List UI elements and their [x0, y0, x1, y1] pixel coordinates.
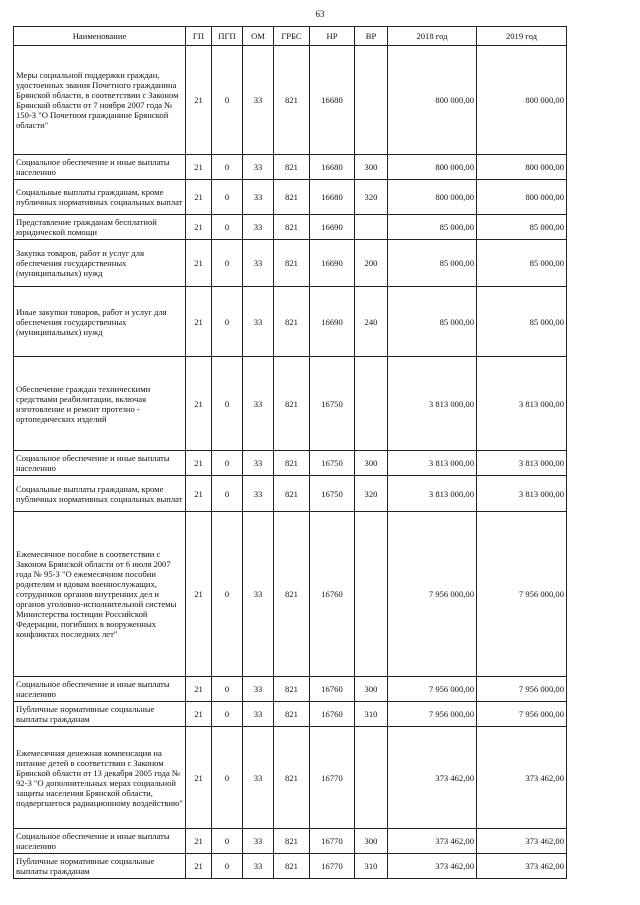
row-amount-2019: 373 462,00 [477, 727, 567, 829]
row-name: Социальные выплаты гражданам, кроме публичных нормативных социальных выплат [14, 476, 186, 512]
row-np: 16760 [310, 702, 355, 727]
row-np: 16770 [310, 829, 355, 854]
row-amount-2019: 85 000,00 [477, 240, 567, 287]
row-gp: 21 [186, 287, 212, 357]
row-gp: 21 [186, 476, 212, 512]
row-gp: 21 [186, 829, 212, 854]
row-om: 33 [243, 357, 274, 451]
row-om: 33 [243, 180, 274, 215]
row-amount-2018: 800 000,00 [388, 46, 477, 155]
row-vr: 200 [355, 240, 388, 287]
row-amount-2019: 800 000,00 [477, 46, 567, 155]
row-gp: 21 [186, 512, 212, 677]
row-amount-2018: 85 000,00 [388, 240, 477, 287]
row-name: Социальное обеспечение и иные выплаты населению [14, 155, 186, 180]
header-om: ОМ [243, 27, 274, 46]
header-name: Наименование [14, 27, 186, 46]
row-amount-2019: 3 813 000,00 [477, 476, 567, 512]
header-np: НР [310, 27, 355, 46]
row-gp: 21 [186, 215, 212, 240]
row-gp: 21 [186, 451, 212, 476]
row-om: 33 [243, 512, 274, 677]
header-2019: 2019 год [477, 27, 567, 46]
row-om: 33 [243, 727, 274, 829]
row-vr: 310 [355, 854, 388, 879]
row-amount-2018: 373 462,00 [388, 829, 477, 854]
table-row [14, 854, 567, 879]
row-vr: 300 [355, 451, 388, 476]
row-amount-2018: 7 956 000,00 [388, 702, 477, 727]
row-pgp: 0 [212, 46, 243, 155]
table-row [14, 451, 567, 476]
row-name: Меры социальной поддержки граждан, удостоенных звания Почетного гражданина Брянской области, в соответствии с Законом Брянской области от 7 ноября 2007 года № 150-З "О Почетном гражданине Брянской области" [14, 46, 186, 155]
row-gp: 21 [186, 702, 212, 727]
table-row [14, 180, 567, 215]
table-row [14, 512, 567, 677]
row-name: Обеспечение граждан техническими средствами реабилитации, включая изготовление и ремонт протезно - ортопедических изделий [14, 357, 186, 451]
row-name: Ежемесячная денежная компенсация на питание детей в соответствии с Законом Брянской области от 13 декабря 2005 года № 92-З "О дополнительных мерах социальной защиты населения Брянской области, подвергшегося радиационному воздействию" [14, 727, 186, 829]
row-amount-2019: 7 956 000,00 [477, 512, 567, 677]
row-vr: 240 [355, 287, 388, 357]
row-gp: 21 [186, 180, 212, 215]
row-np: 16770 [310, 854, 355, 879]
row-pgp: 0 [212, 287, 243, 357]
row-amount-2018: 3 813 000,00 [388, 476, 477, 512]
row-om: 33 [243, 451, 274, 476]
table-row [14, 702, 567, 727]
row-name: Социальное обеспечение и иные выплаты населению [14, 677, 186, 702]
row-pgp: 0 [212, 829, 243, 854]
row-amount-2018: 85 000,00 [388, 287, 477, 357]
row-amount-2019: 800 000,00 [477, 155, 567, 180]
row-name: Социальные выплаты гражданам, кроме публичных нормативных социальных выплат [14, 180, 186, 215]
row-om: 33 [243, 46, 274, 155]
row-grbs: 821 [274, 451, 310, 476]
row-gp: 21 [186, 240, 212, 287]
table-row [14, 155, 567, 180]
row-amount-2018: 7 956 000,00 [388, 677, 477, 702]
header-vr: ВР [355, 27, 388, 46]
row-amount-2018: 800 000,00 [388, 155, 477, 180]
row-grbs: 821 [274, 829, 310, 854]
row-pgp: 0 [212, 727, 243, 829]
row-name: Публичные нормативные социальные выплаты гражданам [14, 702, 186, 727]
header-gp: ГП [186, 27, 212, 46]
table-row [14, 287, 567, 357]
row-amount-2019: 373 462,00 [477, 854, 567, 879]
row-amount-2019: 85 000,00 [477, 287, 567, 357]
row-amount-2019: 85 000,00 [477, 215, 567, 240]
row-pgp: 0 [212, 854, 243, 879]
row-vr [355, 215, 388, 240]
row-grbs: 821 [274, 677, 310, 702]
row-om: 33 [243, 155, 274, 180]
row-amount-2019: 7 956 000,00 [477, 702, 567, 727]
row-grbs: 821 [274, 357, 310, 451]
row-np: 16680 [310, 155, 355, 180]
header-grbs: ГРБС [274, 27, 310, 46]
row-om: 33 [243, 215, 274, 240]
row-grbs: 821 [274, 46, 310, 155]
row-pgp: 0 [212, 215, 243, 240]
row-amount-2019: 373 462,00 [477, 829, 567, 854]
table-row [14, 240, 567, 287]
table-body [14, 46, 567, 879]
row-pgp: 0 [212, 476, 243, 512]
row-np: 16760 [310, 677, 355, 702]
row-gp: 21 [186, 727, 212, 829]
row-om: 33 [243, 854, 274, 879]
row-grbs: 821 [274, 476, 310, 512]
row-pgp: 0 [212, 451, 243, 476]
table-header-row [14, 27, 567, 46]
row-amount-2019: 7 956 000,00 [477, 677, 567, 702]
row-grbs: 821 [274, 287, 310, 357]
table-row [14, 215, 567, 240]
header-2018: 2018 год [388, 27, 477, 46]
row-name: Социальное обеспечение и иные выплаты населению [14, 829, 186, 854]
row-grbs: 821 [274, 180, 310, 215]
row-np: 16690 [310, 240, 355, 287]
row-amount-2018: 373 462,00 [388, 854, 477, 879]
row-name: Закупка товаров, работ и услуг для обеспечения государственных (муниципальных) нужд [14, 240, 186, 287]
row-np: 16750 [310, 451, 355, 476]
budget-table [13, 26, 567, 879]
row-vr: 320 [355, 476, 388, 512]
row-om: 33 [243, 677, 274, 702]
row-grbs: 821 [274, 727, 310, 829]
row-np: 16690 [310, 287, 355, 357]
row-amount-2018: 7 956 000,00 [388, 512, 477, 677]
row-grbs: 821 [274, 702, 310, 727]
row-pgp: 0 [212, 357, 243, 451]
row-np: 16750 [310, 476, 355, 512]
table-row [14, 476, 567, 512]
row-name: Представление гражданам бесплатной юридической помощи [14, 215, 186, 240]
row-np: 16680 [310, 180, 355, 215]
row-gp: 21 [186, 677, 212, 702]
table-row [14, 357, 567, 451]
table-row [14, 46, 567, 155]
row-amount-2019: 3 813 000,00 [477, 451, 567, 476]
row-vr: 300 [355, 155, 388, 180]
row-vr: 300 [355, 829, 388, 854]
row-pgp: 0 [212, 180, 243, 215]
row-name: Ежемесячное пособие в соответствии с Законом Брянской области от 6 июля 2007 года № 95-З "О ежемесячном пособии родителям и вдовам военнослужащих, сотрудников органов внутренних дел и органов уголовно-исполнительной системы Министерства юстиции Российской Федерации, погибших в вооруженных конфликтах последних лет" [14, 512, 186, 677]
row-np: 16770 [310, 727, 355, 829]
row-grbs: 821 [274, 854, 310, 879]
row-vr [355, 357, 388, 451]
row-vr: 320 [355, 180, 388, 215]
row-pgp: 0 [212, 702, 243, 727]
row-om: 33 [243, 240, 274, 287]
row-grbs: 821 [274, 155, 310, 180]
row-name: Социальное обеспечение и иные выплаты населению [14, 451, 186, 476]
row-amount-2019: 800 000,00 [477, 180, 567, 215]
row-pgp: 0 [212, 512, 243, 677]
row-np: 16750 [310, 357, 355, 451]
row-om: 33 [243, 476, 274, 512]
row-amount-2018: 85 000,00 [388, 215, 477, 240]
row-np: 16690 [310, 215, 355, 240]
row-gp: 21 [186, 46, 212, 155]
row-np: 16680 [310, 46, 355, 155]
table-row [14, 829, 567, 854]
row-pgp: 0 [212, 677, 243, 702]
row-name: Иные закупки товаров, работ и услуг для обеспечения государственных (муниципальных) нужд [14, 287, 186, 357]
table-row [14, 727, 567, 829]
row-amount-2018: 3 813 000,00 [388, 451, 477, 476]
row-grbs: 821 [274, 240, 310, 287]
row-grbs: 821 [274, 512, 310, 677]
header-pgp: ПГП [212, 27, 243, 46]
page-number: 63 [315, 9, 325, 19]
row-vr [355, 727, 388, 829]
table-row [14, 677, 567, 702]
row-amount-2019: 3 813 000,00 [477, 357, 567, 451]
row-name: Публичные нормативные социальные выплаты гражданам [14, 854, 186, 879]
row-amount-2018: 800 000,00 [388, 180, 477, 215]
row-pgp: 0 [212, 155, 243, 180]
row-vr [355, 512, 388, 677]
row-np: 16760 [310, 512, 355, 677]
row-amount-2018: 3 813 000,00 [388, 357, 477, 451]
row-gp: 21 [186, 854, 212, 879]
row-pgp: 0 [212, 240, 243, 287]
row-grbs: 821 [274, 215, 310, 240]
row-om: 33 [243, 287, 274, 357]
row-amount-2018: 373 462,00 [388, 727, 477, 829]
row-om: 33 [243, 702, 274, 727]
row-gp: 21 [186, 155, 212, 180]
row-om: 33 [243, 829, 274, 854]
row-gp: 21 [186, 357, 212, 451]
row-vr: 300 [355, 677, 388, 702]
row-vr: 310 [355, 702, 388, 727]
row-vr [355, 46, 388, 155]
